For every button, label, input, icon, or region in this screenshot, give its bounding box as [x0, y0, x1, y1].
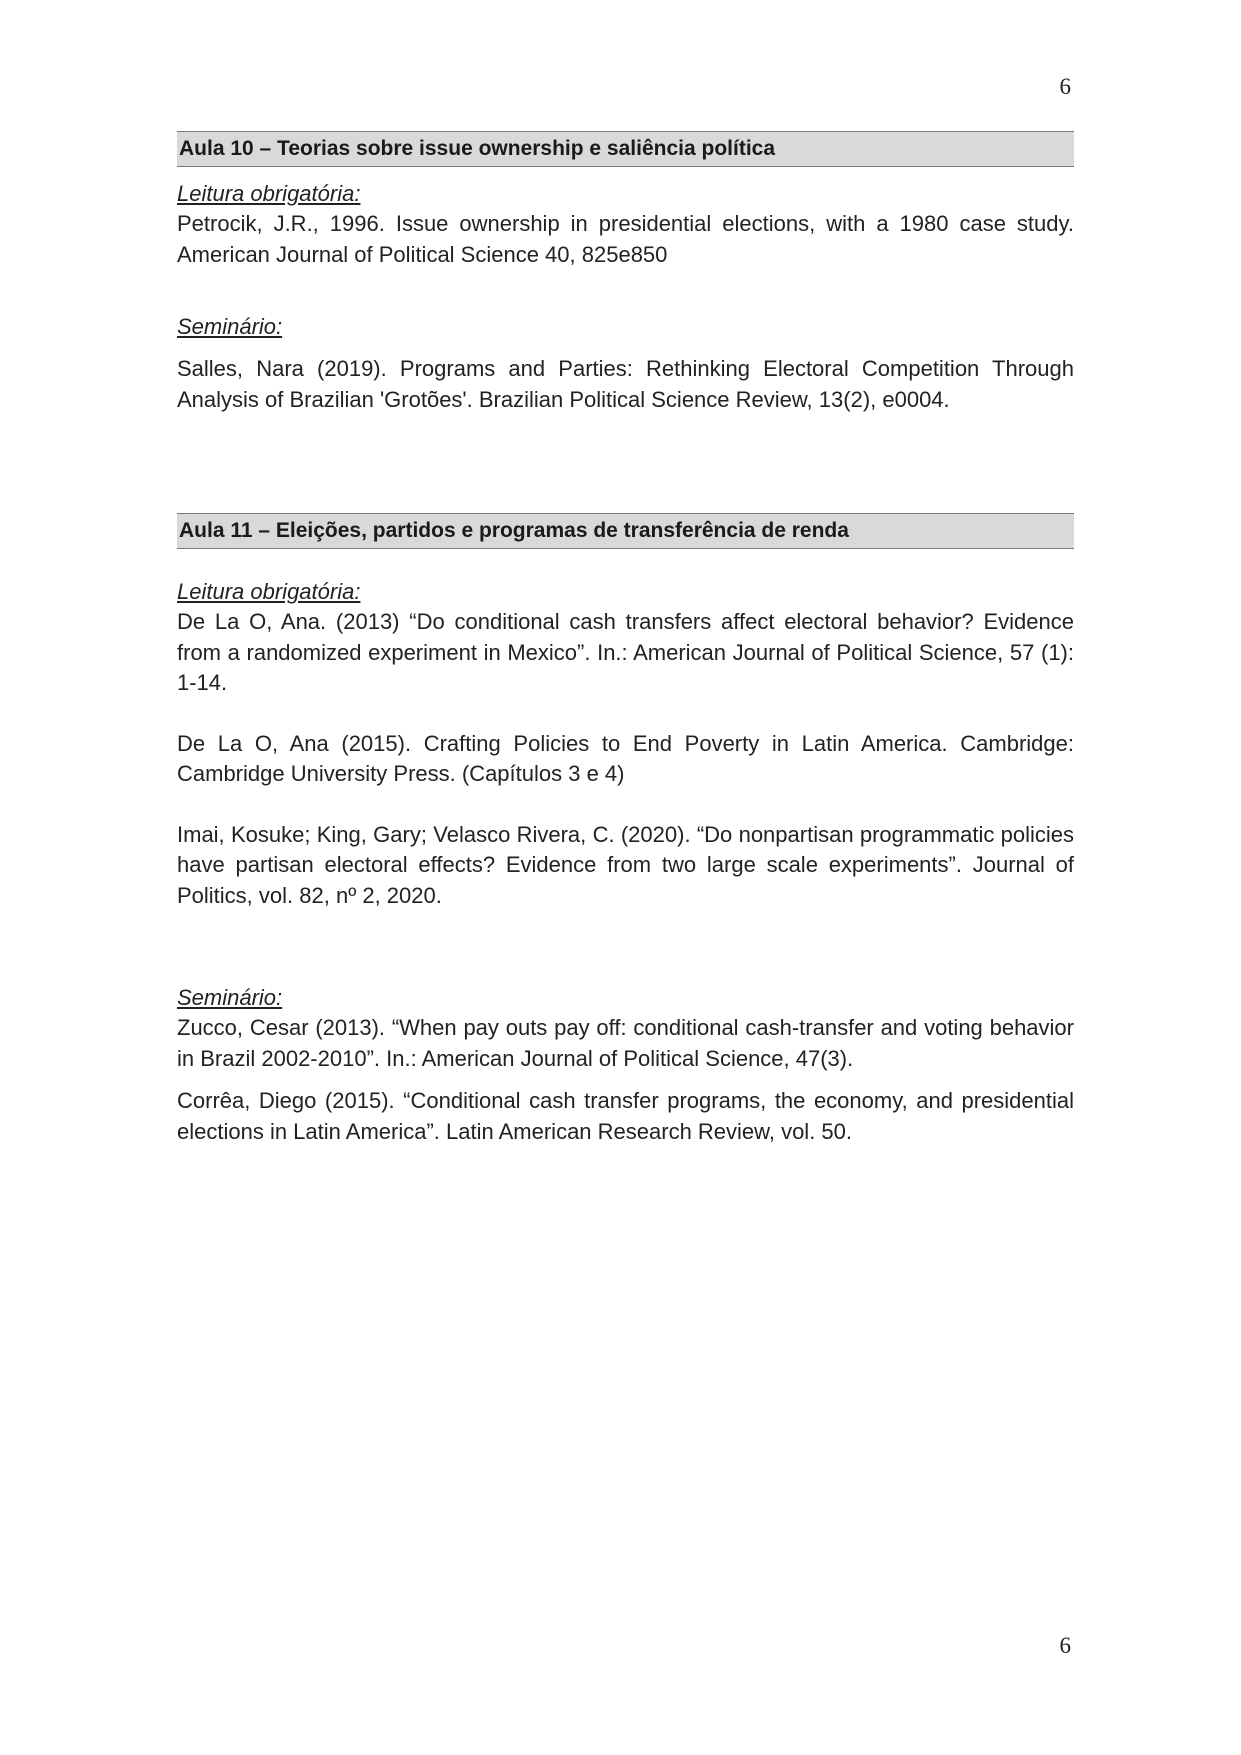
- aula11-leitura-ref-2: De La O, Ana (2015). Crafting Policies to End Poverty in Latin America. Cambridge: Cambridge University Press. (Capítulos 3 e 4): [177, 730, 1074, 786]
- aula10-header: Aula 10 – Teorias sobre issue ownership e saliência política: [177, 131, 1074, 167]
- aula10-section: [177, 131, 1074, 415]
- page-number-bottom: 6: [1059, 1633, 1071, 1658]
- aula11-leitura-label: Leitura obrigatória:: [177, 579, 361, 604]
- aula11-seminario-label: Seminário:: [177, 985, 283, 1010]
- aula11-seminario-ref-1: Zucco, Cesar (2013). “When pay outs pay off: conditional cash-transfer and voting behavior in Brazil 2002-2010”. In.: American Journal of Political Science, 47(3).: [177, 1015, 1074, 1071]
- aula10-leitura-label: Leitura obrigatória:: [177, 181, 361, 206]
- page-number-top: 6: [1059, 74, 1071, 99]
- aula11-leitura-ref-1: De La O, Ana. (2013) “Do conditional cash transfers affect electoral behavior? Evidence from a randomized experiment in Mexico”. In.: American Journal of Political Science, 57 (1): 1-14.: [177, 609, 1074, 695]
- aula11-header: Aula 11 – Eleições, partidos e programas de transferência de renda: [177, 513, 1074, 549]
- aula10-seminario-ref-1: Salles, Nara (2019). Programs and Parties: Rethinking Electoral Competition Through Analysis of Brazilian 'Grotões'. Brazilian Political Science Review, 13(2), e0004.: [177, 356, 1074, 412]
- aula10-leitura-ref-1: Petrocik, J.R., 1996. Issue ownership in presidential elections, with a 1980 case study. American Journal of Political Science 40, 825e850: [177, 211, 1074, 267]
- aula11-seminario-ref-2: Corrêa, Diego (2015). “Conditional cash transfer programs, the economy, and presidential elections in Latin America”. Latin American Research Review, vol. 50.: [177, 1088, 1074, 1144]
- aula10-seminario-label: Seminário:: [177, 314, 283, 339]
- aula11-leitura-ref-3: Imai, Kosuke; King, Gary; Velasco Rivera, C. (2020). “Do nonpartisan programmatic policies have partisan electoral effects? Evidence from two large scale experiments”. Journal of Politics, vol. 82, nº 2, 2020.: [177, 821, 1074, 908]
- aula11-section: [177, 513, 1074, 1147]
